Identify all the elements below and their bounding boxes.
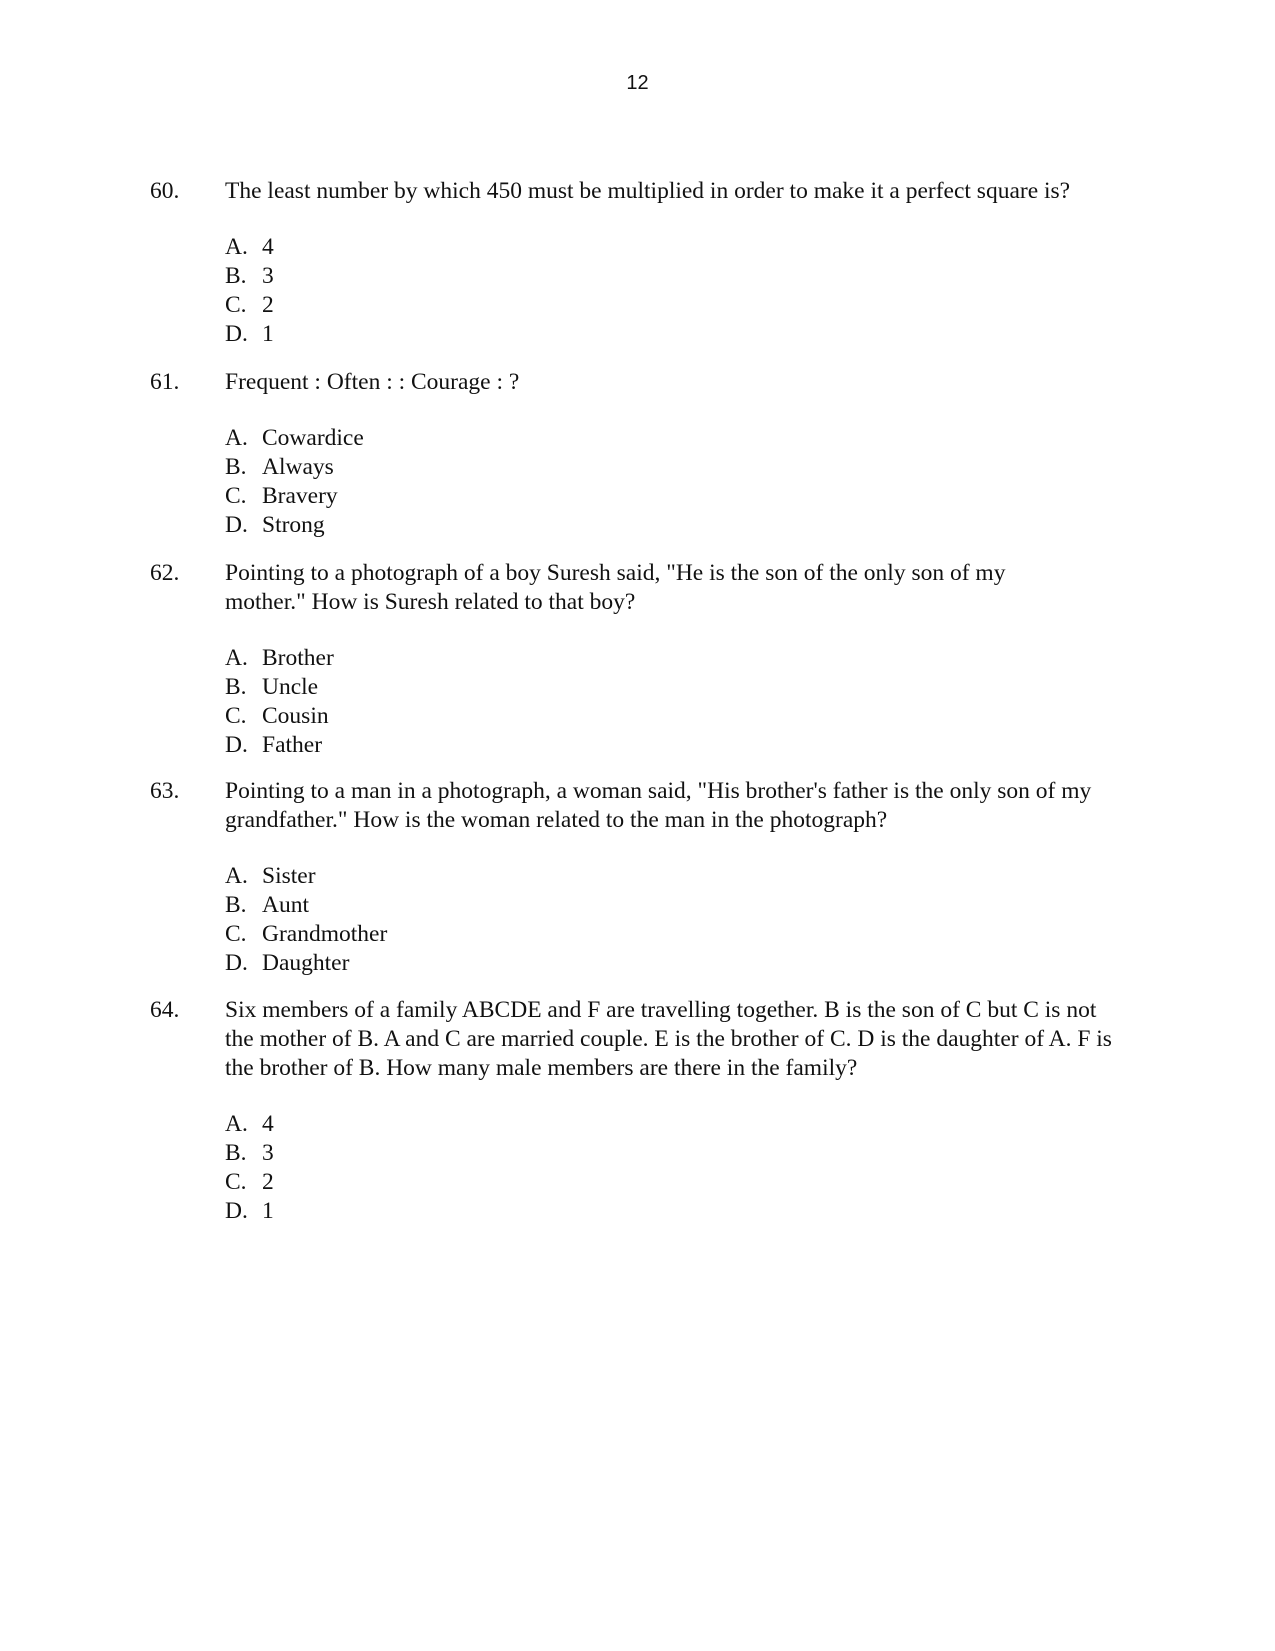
option-letter: A. xyxy=(225,425,248,451)
option-text: Cousin xyxy=(262,703,329,729)
question-number: 63. xyxy=(150,778,180,804)
option-text: 3 xyxy=(262,1140,274,1166)
option-b xyxy=(225,262,1130,291)
option-c xyxy=(225,291,1130,320)
option-letter: C. xyxy=(225,921,247,947)
option-text: Brother xyxy=(262,645,334,671)
option-text: 2 xyxy=(262,292,274,318)
option-list xyxy=(225,424,1130,540)
option-text: 4 xyxy=(262,234,274,260)
question-number: 62. xyxy=(150,560,180,586)
option-letter: D. xyxy=(225,321,248,347)
option-text: 1 xyxy=(262,1198,274,1224)
option-d xyxy=(225,1197,1130,1226)
option-text: Grandmother xyxy=(262,921,388,947)
option-text: Father xyxy=(262,732,323,758)
option-b xyxy=(225,1139,1130,1168)
question-text: The least number by which 450 must be multiplied in order to make it a perfect square is? xyxy=(225,178,1071,204)
question-61 xyxy=(150,368,1130,540)
option-text: Uncle xyxy=(262,674,319,700)
option-c xyxy=(225,482,1130,511)
option-letter: B. xyxy=(225,1140,247,1166)
option-text: Always xyxy=(262,454,334,480)
option-letter: D. xyxy=(225,950,248,976)
option-letter: C. xyxy=(225,292,247,318)
option-letter: A. xyxy=(225,234,248,260)
option-letter: A. xyxy=(225,1111,248,1137)
question-number: 61. xyxy=(150,369,180,395)
option-a xyxy=(225,1110,1130,1139)
option-d xyxy=(225,320,1130,349)
question-64 xyxy=(150,996,1130,1226)
option-letter: D. xyxy=(225,732,248,758)
option-letter: B. xyxy=(225,674,247,700)
question-number: 60. xyxy=(150,178,180,204)
option-b xyxy=(225,891,1130,920)
option-text: 4 xyxy=(262,1111,274,1137)
option-c xyxy=(225,702,1130,731)
option-text: Bravery xyxy=(262,483,338,509)
option-a xyxy=(225,862,1130,891)
option-text: Daughter xyxy=(262,950,350,976)
option-d xyxy=(225,949,1130,978)
option-letter: B. xyxy=(225,892,247,918)
option-letter: D. xyxy=(225,1198,248,1224)
page-number: 12 xyxy=(626,72,649,94)
option-letter: A. xyxy=(225,863,248,889)
option-text: 1 xyxy=(262,321,274,347)
option-a xyxy=(225,644,1130,673)
option-text: 3 xyxy=(262,263,274,289)
option-b xyxy=(225,453,1130,482)
option-letter: C. xyxy=(225,703,247,729)
question-text: Pointing to a man in a photograph, a woman said, "His brother's father is the only son of my grandfather." How is the woman related to the man in the photograph? xyxy=(225,778,1092,833)
option-list xyxy=(225,1110,1130,1226)
option-text: Strong xyxy=(262,512,325,538)
question-number: 64. xyxy=(150,997,180,1023)
option-letter: A. xyxy=(225,645,248,671)
option-letter: C. xyxy=(225,1169,247,1195)
option-text: Cowardice xyxy=(262,425,364,451)
option-text: Sister xyxy=(262,863,316,889)
question-text: Frequent : Often : : Courage : ? xyxy=(225,369,520,395)
option-c xyxy=(225,1168,1130,1197)
option-list xyxy=(225,862,1130,978)
question-60 xyxy=(150,177,1130,349)
option-letter: C. xyxy=(225,483,247,509)
question-62 xyxy=(150,559,1130,760)
option-list xyxy=(225,644,1130,760)
option-text: 2 xyxy=(262,1169,274,1195)
option-a xyxy=(225,233,1130,262)
option-list xyxy=(225,233,1130,349)
option-letter: B. xyxy=(225,454,247,480)
option-d xyxy=(225,511,1130,540)
option-d xyxy=(225,731,1130,760)
question-text: Pointing to a photograph of a boy Suresh said, "He is the son of the only son of my mother." How is Suresh related to that boy? xyxy=(225,560,1006,615)
option-letter: B. xyxy=(225,263,247,289)
option-c xyxy=(225,920,1130,949)
question-text: Six members of a family ABCDE and F are travelling together. B is the son of C but C is not the mother of B. A and C are married couple. E is the brother of C. D is the daughter of A. F is the brother of B. How many male members are there in the family? xyxy=(225,997,1112,1081)
option-letter: D. xyxy=(225,512,248,538)
option-text: Aunt xyxy=(262,892,309,918)
question-63 xyxy=(150,777,1130,978)
option-b xyxy=(225,673,1130,702)
option-a xyxy=(225,424,1130,453)
